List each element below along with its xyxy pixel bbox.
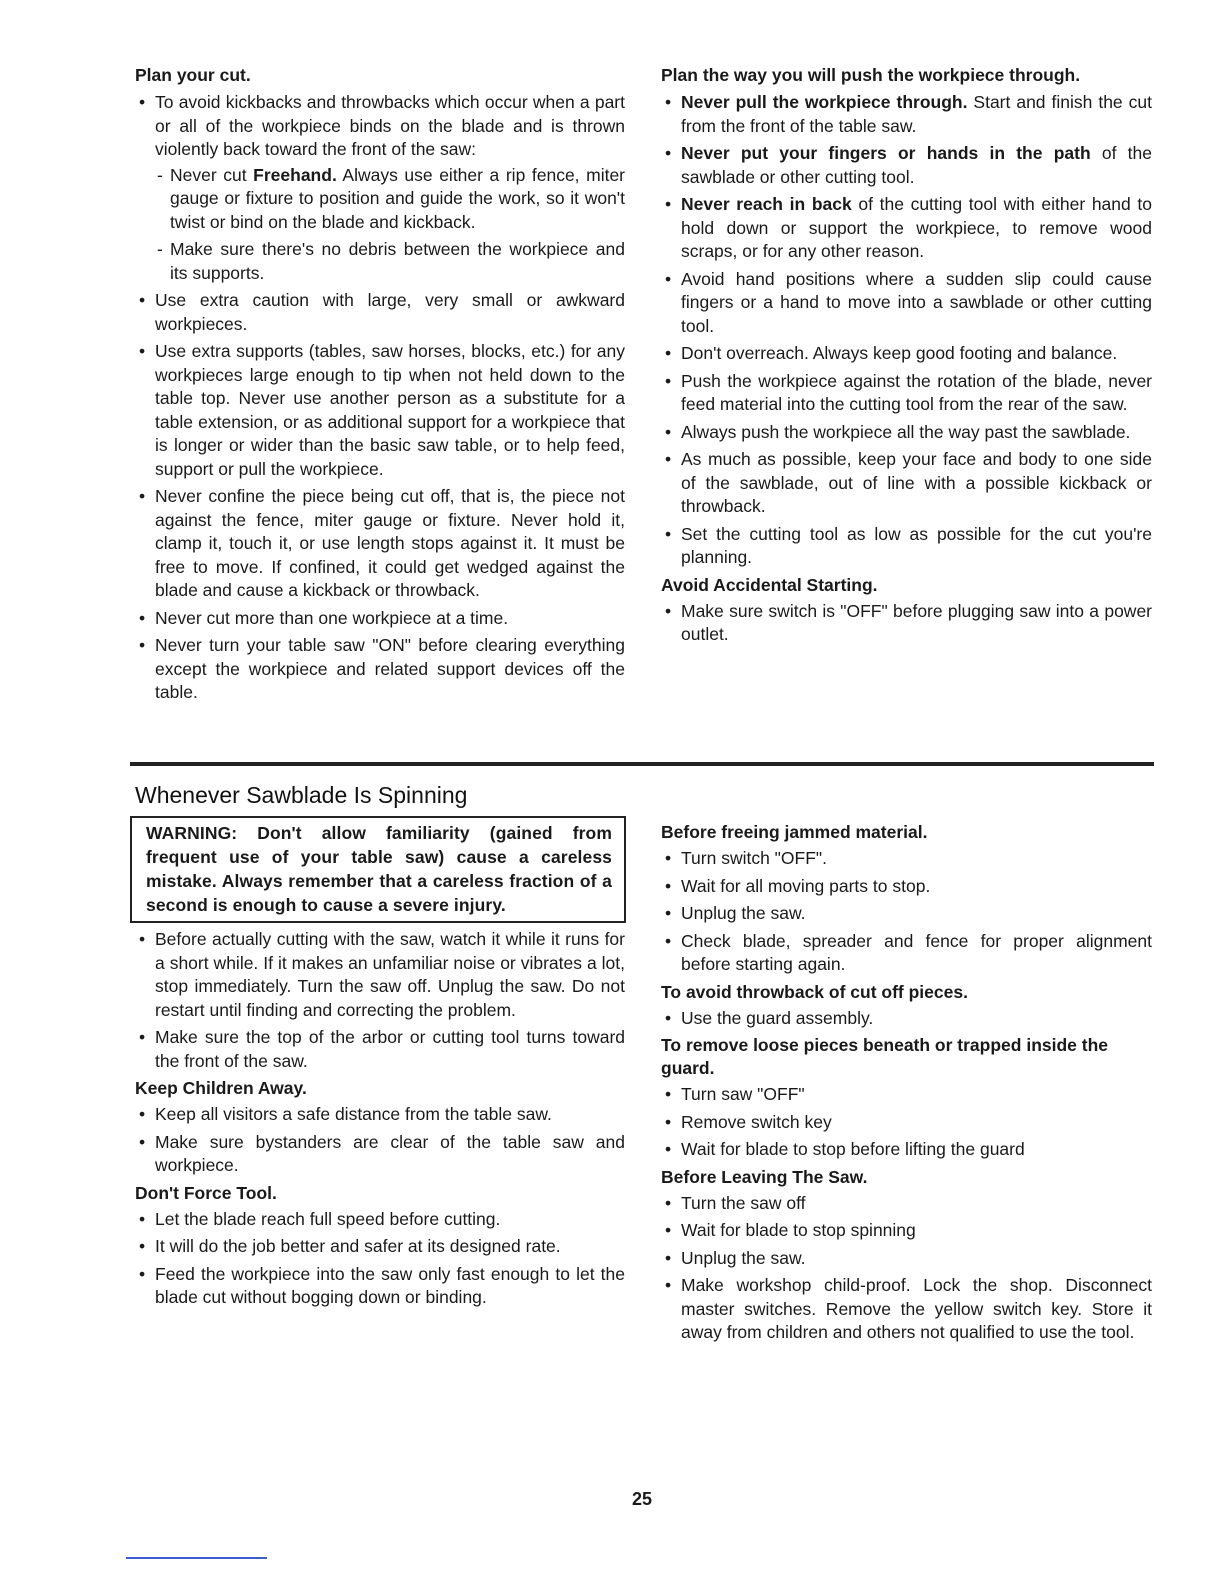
list-item: • Push the workpiece against the rotation of the blade, never feed material into the cutting tool from the rear of the saw.: [661, 370, 1152, 417]
list-item: • To avoid kickbacks and throwbacks which occur when a part or all of the workpiece binds on the blade and is thrown violently back toward the front of the saw: - Never cut Freehand. Always use either a rip fence, miter gauge or fixture to position and guide the work, so it won't twist or bind on the blade and kickback. - Make sure there's no debris between the workpiece and its supports.: [135, 91, 625, 285]
list-item: • Make sure bystanders are clear of the table saw and workpiece.: [135, 1131, 625, 1178]
list-item: • Avoid hand positions where a sudden slip could cause fingers or a hand to move into a sawblade or other cutting tool.: [661, 268, 1152, 339]
list-item: • Set the cutting tool as low as possible for the cut you're planning.: [661, 523, 1152, 570]
list-item: • Make sure the top of the arbor or cutting tool turns toward the front of the saw.: [135, 1026, 625, 1073]
sub-list-item: - Make sure there's no debris between the workpiece and its supports.: [155, 238, 625, 285]
list-item: • Never put your fingers or hands in the path of the sawblade or other cutting tool.: [661, 142, 1152, 189]
list-item: • Unplug the saw.: [661, 902, 1152, 926]
list-item: • Use the guard assembly.: [661, 1007, 1152, 1031]
starting-list: [661, 600, 1152, 647]
children-list: [135, 1103, 625, 1178]
list-item: • Use extra caution with large, very small or awkward workpieces.: [135, 289, 625, 336]
list-item: • Never turn your table saw "ON" before clearing everything except the workpiece and related support devices off the table.: [135, 634, 625, 705]
page-number: 25: [631, 1489, 653, 1509]
list-item: • Wait for blade to stop before lifting the guard: [661, 1138, 1152, 1162]
bottom-left-column: [135, 928, 625, 1314]
heading-freeing-jammed: Before freeing jammed material.: [661, 822, 928, 842]
warning-box: WARNING: Don't allow familiarity (gained from frequent use of your table saw) cause a careless mistake. Always remember that a careless fraction of a second is enough to cause a severe injury.: [130, 816, 626, 923]
list-item: • It will do the job better and safer at its designed rate.: [135, 1235, 625, 1259]
list-item: • Unplug the saw.: [661, 1247, 1152, 1271]
top-left-column: [135, 64, 625, 709]
list-item: • Always push the workpiece all the way past the sawblade.: [661, 421, 1152, 445]
list-item: • Wait for blade to stop spinning: [661, 1219, 1152, 1243]
list-item: • Use extra supports (tables, saw horses, blocks, etc.) for any workpieces large enough to tip when not held down to the table top. Never use another person as a substitute for a table extension, or as additional support for a workpiece that is longer or wider than the basic saw table, or to help feed, support or pull the workpiece.: [135, 340, 625, 481]
section-title: Whenever Sawblade Is Spinning: [135, 782, 468, 808]
heading-avoid-accidental-starting: Avoid Accidental Starting.: [661, 574, 878, 595]
heading-dont-force-tool: Don't Force Tool.: [135, 1182, 277, 1203]
list-item: • Never reach in back of the cutting tool with either hand to hold down or support the workpiece, to remove wood scraps, or for any other reason.: [661, 193, 1152, 264]
section-divider: [130, 762, 1154, 766]
top-right-column: [661, 64, 1152, 651]
heading-avoid-throwback: To avoid throwback of cut off pieces.: [661, 981, 968, 1002]
heading-remove-loose-pieces: To remove loose pieces beneath or trapped inside the guard.: [661, 1035, 1109, 1078]
throwback-list: [661, 1007, 1152, 1031]
jammed-list: [661, 847, 1152, 977]
sub-list-item: - Never cut Freehand. Always use either a rip fence, miter gauge or fixture to position and guide the work, so it won't twist or bind on the blade and kickback.: [155, 164, 625, 235]
list-item: • Check blade, spreader and fence for proper alignment before starting again.: [661, 930, 1152, 977]
force-list: [135, 1208, 625, 1310]
list-item: • Make workshop child-proof. Lock the shop. Disconnect master switches. Remove the yellow switch key. Store it away from children and others not qualified to use the tool.: [661, 1274, 1152, 1345]
heading-before-leaving: Before Leaving The Saw.: [661, 1166, 868, 1187]
list-item: • Don't overreach. Always keep good footing and balance.: [661, 342, 1152, 366]
list-item: • As much as possible, keep your face and body to one side of the sawblade, out of line with a possible kickback or throwback.: [661, 448, 1152, 519]
list-item: • Let the blade reach full speed before cutting.: [135, 1208, 625, 1232]
list-item: • Never confine the piece being cut off, that is, the piece not against the fence, miter gauge or fixture. Never hold it, clamp it, touch it, or use length stops against it. It must be free to move. If confined, it could get wedged against the blade and cause a kickback or throwback.: [135, 485, 625, 603]
list-item: • Never pull the workpiece through. Start and finish the cut from the front of the table saw.: [661, 91, 1152, 138]
list-item: • Turn switch "OFF".: [661, 847, 1152, 871]
list-item: • Turn saw "OFF": [661, 1083, 1152, 1107]
heading-push-workpiece: Plan the way you will push the workpiece through.: [661, 65, 1081, 85]
list-item: • Before actually cutting with the saw, watch it while it runs for a short while. If it makes an unfamiliar noise or vibrates a lot, stop immediately. Turn the saw off. Unplug the saw. Do not restart until finding and correcting the problem.: [135, 928, 625, 1022]
plan-cut-list: [135, 91, 625, 705]
list-item: • Make sure switch is "OFF" before plugging saw into a power outlet.: [661, 600, 1152, 647]
push-list: [661, 91, 1152, 570]
list-item: • Keep all visitors a safe distance from the table saw.: [135, 1103, 625, 1127]
footer-line: [126, 1557, 267, 1559]
loose-pieces-list: [661, 1083, 1152, 1162]
list-item: • Wait for all moving parts to stop.: [661, 875, 1152, 899]
list-item: • Never cut more than one workpiece at a time.: [135, 607, 625, 631]
bottom-right-column: [661, 819, 1152, 1349]
heading-plan-your-cut: Plan your cut.: [135, 65, 251, 85]
heading-keep-children-away: Keep Children Away.: [135, 1078, 307, 1098]
list-item: • Turn the saw off: [661, 1192, 1152, 1216]
spinning-list: [135, 928, 625, 1073]
leaving-list: [661, 1192, 1152, 1345]
list-item: • Remove switch key: [661, 1111, 1152, 1135]
sub-list: [155, 164, 625, 286]
list-item: • Feed the workpiece into the saw only fast enough to let the blade cut without bogging down or binding.: [135, 1263, 625, 1310]
